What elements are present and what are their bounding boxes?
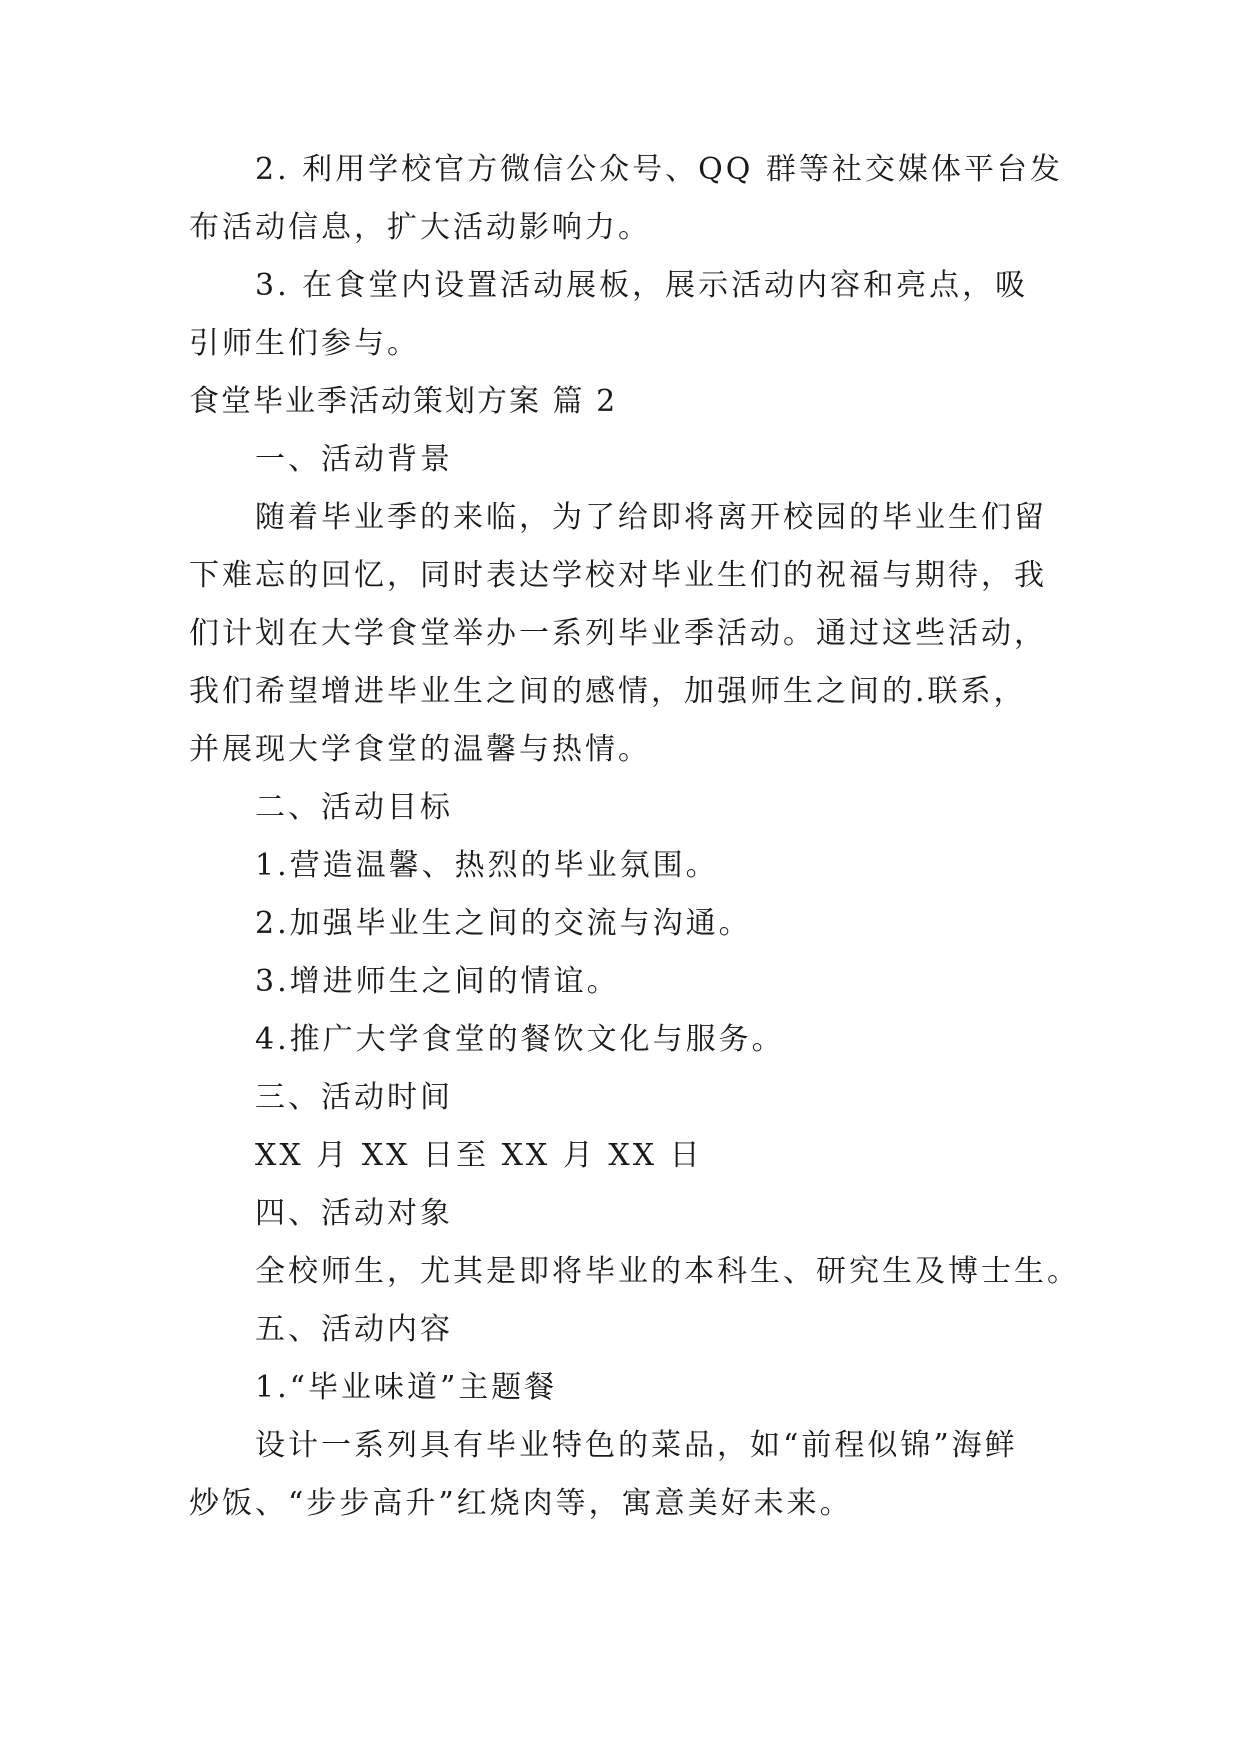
list-item: 3.增进师生之间的情谊。 — [255, 964, 620, 999]
paragraph-line: 随着毕业季的来临，为了给即将离开校园的毕业生们留 — [255, 500, 1047, 535]
paragraph-line: 2. 利用学校官方微信公众号、QQ 群等社交媒体平台发 — [255, 152, 1063, 187]
section-heading: 三、活动时间 — [255, 1080, 453, 1115]
list-item: 4.推广大学食堂的餐饮文化与服务。 — [255, 1022, 785, 1057]
paragraph-line: XX 月 XX 日至 XX 月 XX 日 — [255, 1138, 703, 1173]
paragraph-line: 引师生们参与。 — [189, 326, 420, 361]
section-heading: 四、活动对象 — [255, 1196, 453, 1231]
list-item: 1.营造温馨、热烈的毕业氛围。 — [255, 848, 719, 883]
paragraph-line: 炒饭、“步步高升”红烧肉等，寓意美好未来。 — [189, 1486, 853, 1521]
paragraph-line: 们计划在大学食堂举办一系列毕业季活动。通过这些活动， — [189, 616, 1047, 651]
list-item: 1.“毕业味道”主题餐 — [255, 1370, 558, 1405]
paragraph-line: 并展现大学食堂的温馨与热情。 — [189, 732, 651, 767]
section-title: 食堂毕业季活动策划方案 篇 2 — [189, 384, 618, 419]
paragraph-line: 设计一系列具有毕业特色的菜品，如“前程似锦”海鲜 — [255, 1428, 1018, 1463]
section-heading: 五、活动内容 — [255, 1312, 453, 1347]
paragraph-line: 布活动信息，扩大活动影响力。 — [189, 210, 651, 245]
paragraph-line: 3. 在食堂内设置活动展板，展示活动内容和亮点，吸 — [255, 268, 1029, 303]
paragraph-line: 下难忘的回忆，同时表达学校对毕业生们的祝福与期待，我 — [189, 558, 1047, 593]
section-heading: 一、活动背景 — [255, 442, 453, 477]
paragraph-line: 我们希望增进毕业生之间的感情，加强师生之间的.联系， — [189, 674, 1027, 709]
list-item: 2.加强毕业生之间的交流与沟通。 — [255, 906, 752, 941]
section-heading: 二、活动目标 — [255, 790, 453, 825]
paragraph-line: 全校师生，尤其是即将毕业的本科生、研究生及博士生。 — [255, 1254, 1080, 1289]
